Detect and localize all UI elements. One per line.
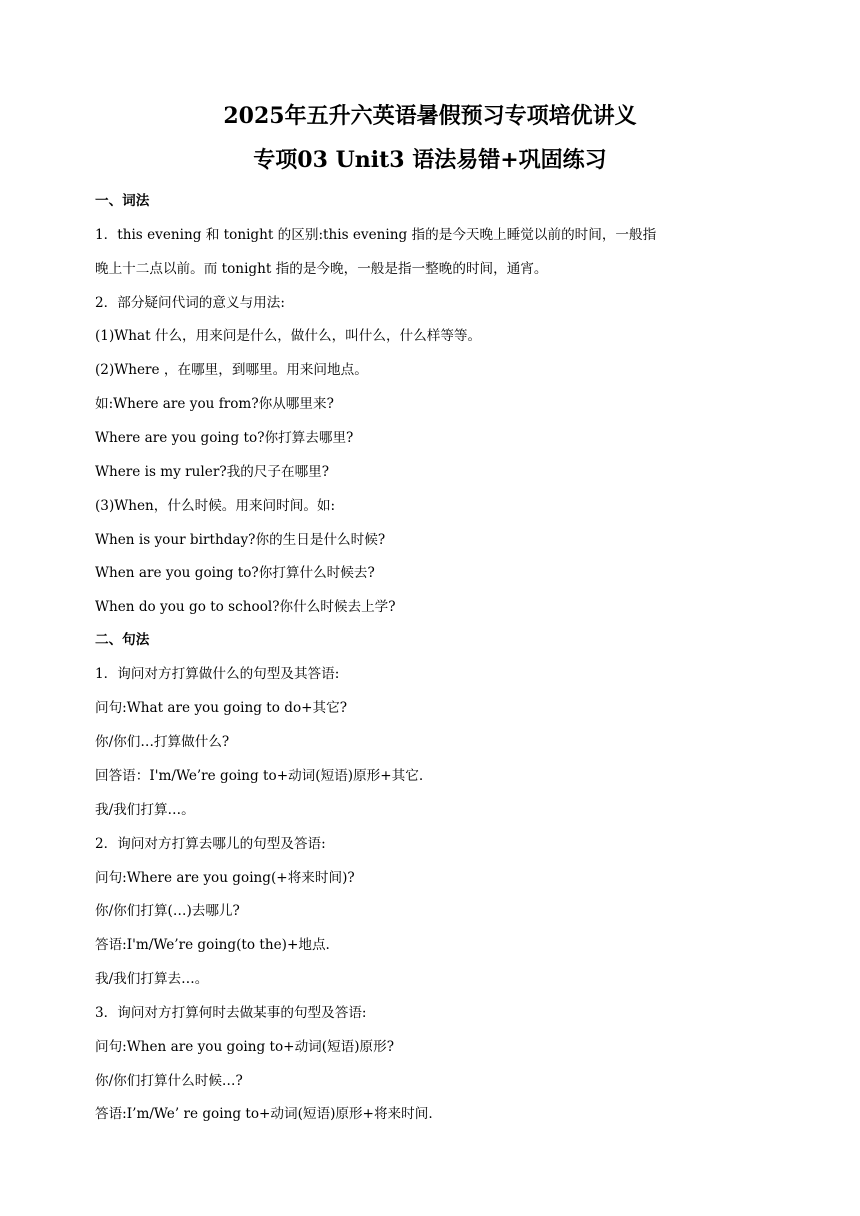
- paragraph-line: 如:Where are you from?你从哪里来?: [95, 396, 334, 412]
- paragraph-line: 我/我们打算去…。: [95, 971, 209, 987]
- paragraph-line: 你/你们打算(…)去哪儿?: [95, 903, 240, 919]
- paragraph-line: Where are you going to?你打算去哪里?: [95, 430, 354, 446]
- document-subtitle: 专项03 Unit3 语法易错+巩固练习: [253, 147, 607, 173]
- paragraph-line: 1．this evening 和 tonight 的区别:this evening 指的是今天晚上睡觉以前的时间，一般指: [95, 227, 657, 243]
- paragraph-line: Where is my ruler?我的尺子在哪里?: [95, 464, 330, 480]
- paragraph-line: 2．部分疑问代词的意义与用法:: [95, 295, 285, 311]
- paragraph-line: 答语:I'm/We’re going(to the)+地点.: [95, 937, 330, 953]
- paragraph-line: 1．询问对方打算做什么的句型及其答语:: [95, 666, 340, 682]
- paragraph-line: 问句:What are you going to do+其它?: [95, 700, 348, 716]
- section-heading-vocabulary: 一、词法: [95, 193, 150, 209]
- paragraph-line: 3．询问对方打算何时去做某事的句型及答语:: [95, 1005, 367, 1021]
- paragraph-line: When are you going to?你打算什么时候去?: [95, 565, 375, 581]
- paragraph-line: When is your birthday?你的生日是什么时候?: [95, 532, 386, 548]
- paragraph-line: 你/你们打算什么时候…?: [95, 1073, 243, 1089]
- paragraph-line: (3)When，什么时候。用来问时间。如:: [95, 498, 336, 514]
- document-title: 2025年五升六英语暑假预习专项培优讲义: [223, 103, 637, 129]
- paragraph-line: When do you go to school?你什么时候去上学?: [95, 599, 396, 615]
- paragraph-line: 2．询问对方打算去哪儿的句型及答语:: [95, 836, 326, 852]
- paragraph-line: (1)What 什么，用来问是什么，做什么，叫什么，什么样等等。: [95, 328, 482, 344]
- paragraph-line: 回答语：I'm/We’re going to+动词(短语)原形+其它.: [95, 768, 424, 784]
- paragraph-line: (2)Where ，在哪里，到哪里。用来问地点。: [95, 362, 368, 378]
- paragraph-line: 晚上十二点以前。而 tonight 指的是今晚，一般是指一整晚的时间，通宵。: [95, 261, 548, 277]
- paragraph-line: 答语:I’m/We’ re going to+动词(短语)原形+将来时间.: [95, 1106, 433, 1122]
- section-heading-syntax: 二、句法: [95, 632, 150, 648]
- paragraph-line: 你/你们…打算做什么?: [95, 734, 230, 750]
- paragraph-line: 问句:Where are you going(+将来时间)?: [95, 870, 355, 886]
- paragraph-line: 问句:When are you going to+动词(短语)原形?: [95, 1039, 395, 1055]
- paragraph-line: 我/我们打算…。: [95, 802, 195, 818]
